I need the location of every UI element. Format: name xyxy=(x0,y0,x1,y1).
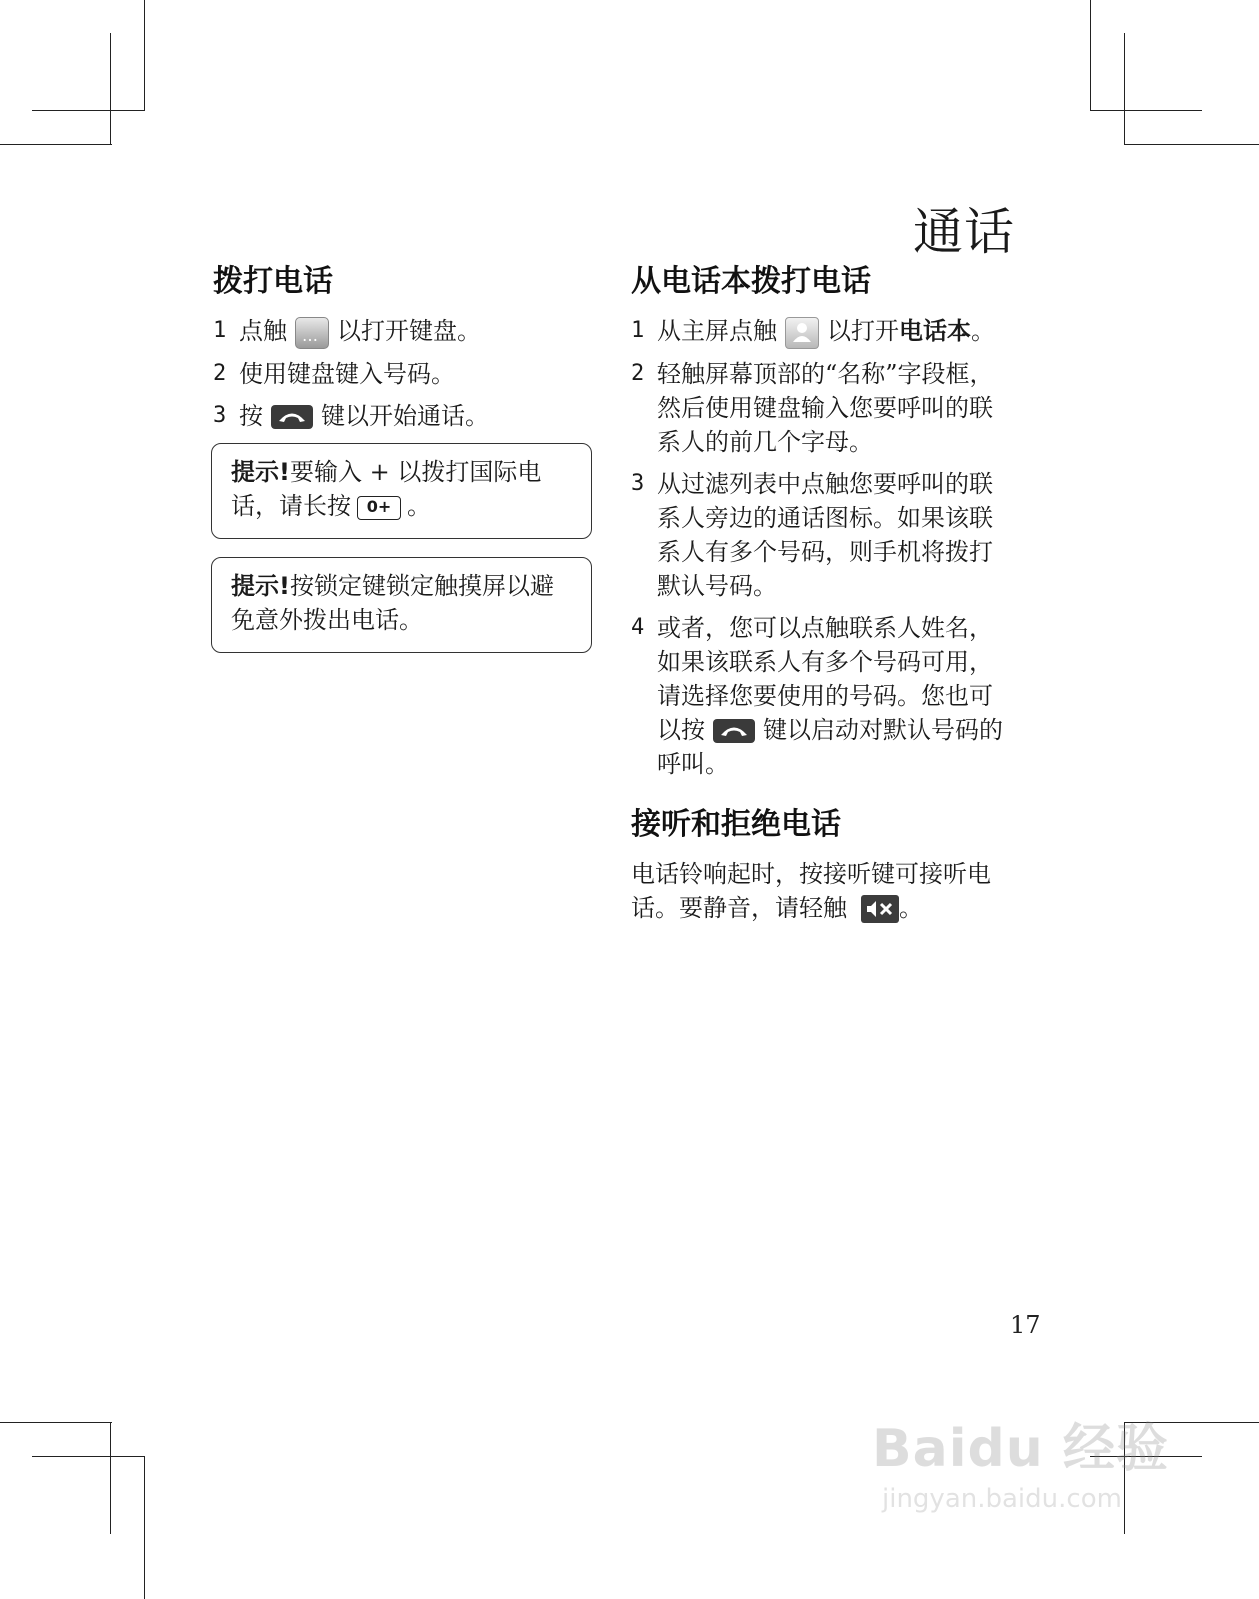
mute-icon xyxy=(861,895,899,923)
step-number: 3 xyxy=(631,470,645,496)
left-column xyxy=(213,262,598,441)
step-text: 从主屏点触 xyxy=(657,317,777,345)
contacts-icon xyxy=(785,317,819,349)
tip-label: 提示! xyxy=(231,458,290,486)
phonebook-label: 电话本 xyxy=(899,317,971,345)
tip-text: 按锁定键锁定触摸屏以避免意外拨出电话。 xyxy=(231,572,554,634)
tip-label: 提示! xyxy=(231,572,290,600)
tip-text: 要输入 + 以拨打国际电 xyxy=(289,458,542,486)
chapter-title: 通话 xyxy=(913,203,1015,261)
page-number: 17 xyxy=(1010,1311,1041,1339)
step-number: 3 xyxy=(213,402,227,428)
step-number: 4 xyxy=(631,614,645,640)
list-item xyxy=(631,314,1011,349)
tip-box-lock xyxy=(211,557,592,653)
step-text: 按 xyxy=(239,401,263,430)
step-text: 键以启动对默认号码的呼叫。 xyxy=(657,715,1003,778)
right-column xyxy=(631,262,1011,925)
paragraph-text: 电话铃响起时，按接听键可接听电话。要静音，请轻触 xyxy=(631,859,991,922)
call-key-icon xyxy=(271,405,313,429)
step-text: 或者，您可以点触联系人姓名，如果该联系人有多个号码可用，请选择您要使用的号码。您也可以按 xyxy=(657,613,993,744)
watermark-logo: Baidu 经验 xyxy=(872,1419,1169,1479)
paragraph-text: 。 xyxy=(899,893,923,922)
tip-text: 话，请长按 xyxy=(231,492,351,520)
step-number: 1 xyxy=(631,318,645,343)
list-item xyxy=(631,467,1011,603)
step-number: 2 xyxy=(631,360,645,386)
list-item xyxy=(213,399,598,433)
step-text: 使用键盘键入号码。 xyxy=(239,359,455,388)
paragraph-answer xyxy=(631,857,1011,925)
list-item xyxy=(213,314,598,349)
dialer-icon xyxy=(295,317,329,349)
step-text: 。 xyxy=(971,317,995,345)
watermark-url: jingyan.baidu.com xyxy=(882,1484,1122,1514)
section-heading-answer: 接听和拒绝电话 xyxy=(631,806,841,842)
list-item xyxy=(213,357,598,391)
section-heading-dial: 拨打电话 xyxy=(213,264,333,299)
step-number: 1 xyxy=(213,318,227,343)
tip-text: 。 xyxy=(407,492,431,520)
tip-box-international xyxy=(211,443,592,539)
step-text: 从过滤列表中点触您要呼叫的联系人旁边的通话图标。如果该联系人有多个号码，则手机将拨打默认号码。 xyxy=(657,469,993,600)
step-text: 以打开键盘。 xyxy=(337,317,481,345)
section-heading-phonebook: 从电话本拨打电话 xyxy=(631,264,871,299)
list-item xyxy=(631,357,1011,459)
step-text: 轻触屏幕顶部的“名称”字段框，然后使用键盘输入您要呼叫的联系人的前几个字母。 xyxy=(657,359,994,456)
step-text: 键以开始通话。 xyxy=(321,401,489,430)
step-text: 点触 xyxy=(239,317,287,345)
list-item xyxy=(631,611,1011,781)
step-text: 以打开 xyxy=(827,317,899,345)
zero-plus-key-icon: 0+ xyxy=(357,496,401,520)
baidu-watermark xyxy=(872,1388,1172,1528)
step-number: 2 xyxy=(213,360,227,386)
call-key-icon xyxy=(713,719,755,743)
